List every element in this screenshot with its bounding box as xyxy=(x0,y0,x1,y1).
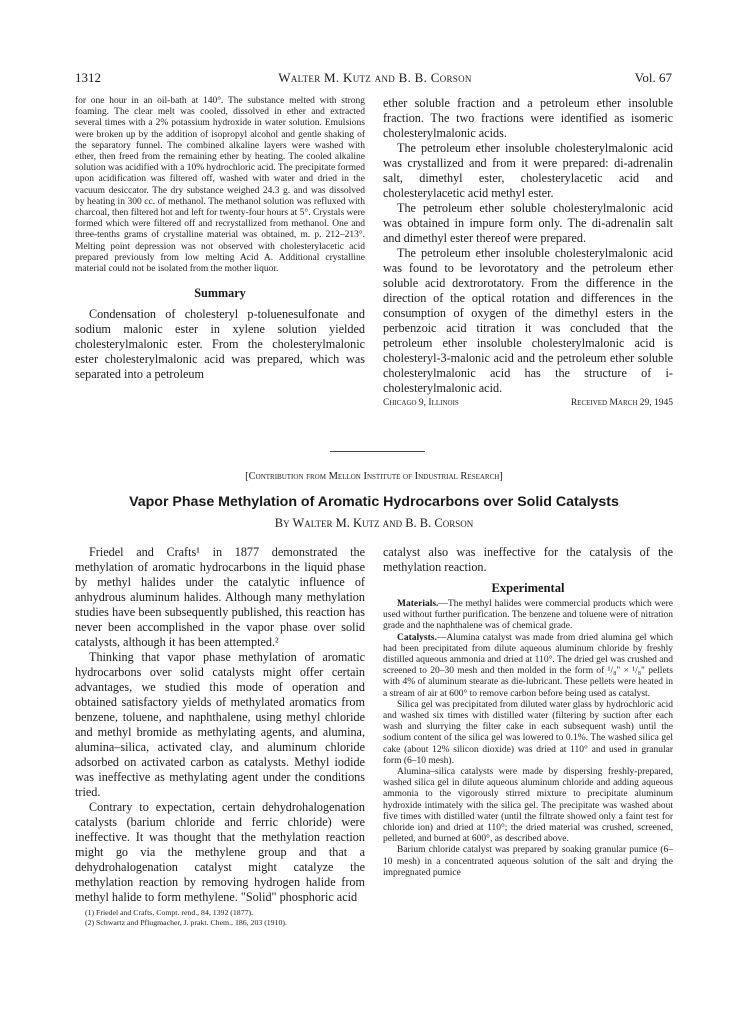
top-left-column xyxy=(75,96,365,382)
volume-label: Vol. 67 xyxy=(634,70,672,85)
article-title: Vapor Phase Methylation of Aromatic Hydrocarbons over Solid Catalysts xyxy=(129,494,619,510)
catalysts-label: Catalysts. xyxy=(397,632,437,643)
contribution-line: [Contribution from Mellon Institute of Industrial Research] xyxy=(245,471,503,482)
summary-text: Condensation of cholesteryl p-toluenesulfonate and sodium malonic ester in xylene solution yielded cholesterylmalonic ester. From the cholesterylmalonic ester cholesterylmalonic acid was prepared, which was separated into a petroleum xyxy=(75,307,365,382)
bottom-right-column xyxy=(383,545,673,879)
materials-paragraph xyxy=(383,599,673,633)
summary-paragraph-2: The petroleum ether insoluble cholesterylmalonic acid was crystallized and from it were prepared: di-adrenalin salt, dimethyl ester, cholesterylacetic acid and cholesterylacetic acid methyl ester. xyxy=(383,141,673,200)
summary-continuation: ether soluble fraction and a petroleum ether insoluble fraction. The two fractions were identified as isomeric cholesterylmalonic acids. xyxy=(383,96,673,140)
author-location: Chicago 9, Illinois xyxy=(383,398,459,408)
catalysts-paragraph xyxy=(383,633,673,700)
catalysts-text: —Alumina catalyst was made from dried alumina gel which had been precipitated from dilute aqueous aluminum chloride by freshly distilled aqueous ammonia and dried at 110°. The dried gel was crushed and screened to 20–30 mesh and then molded in the form of ¹/₈" × ¹/₈" pellets with 4% of aluminum stearate as die-lubricant. These pellets were heated in a stream of air at 600° to remove carbon before being used as catalyst. xyxy=(383,632,673,699)
footnote-2: (2) Schwartz and Pflugmacher, J. prakt. Chem., 186, 203 (1910). xyxy=(85,918,287,927)
summary-heading: Summary xyxy=(194,286,246,301)
page-number: 1312 xyxy=(75,70,101,85)
materials-label: Materials. xyxy=(397,599,439,609)
bottom-left-column xyxy=(75,545,365,928)
top-right-column xyxy=(383,96,673,408)
intro-paragraph-3: Contrary to expectation, certain dehydrohalogenation catalysts (barium chloride and ferric chloride) were ineffective. It was thought that the methylation reaction might go via the methylene group and that a dehydrohalogenation catalyst might catalyze the methylation reaction by removing hydrogen halide from methyl halide to form methylene. "Solid" phosphoric acid xyxy=(75,800,365,904)
summary-paragraph-3: The petroleum ether soluble cholesterylmalonic acid was obtained in impure form only. The di-adrenalin salt and dimethyl ester thereof were prepared. xyxy=(383,201,673,245)
silica-gel-paragraph: Silica gel was precipitated from diluted water glass by hydrochloric acid and washed six times with distilled water (filtering by suction after each wash and slurrying the filter cake in each subsequent wash) until the sodium content of the silica gel was lowered to 0.1%. The washed silica gel cake (about 12% silicon dioxide) was dried at 110° and used in granular form (6–10 mesh). xyxy=(383,699,673,766)
section-separator xyxy=(330,451,425,452)
experimental-heading: Experimental xyxy=(491,581,565,595)
alumina-silica-paragraph: Alumina–silica catalysts were made by dispersing freshly-prepared, washed silica gel in dilute aqueous aluminum chloride and adding aqueous ammonia to the vigorously stirred mixture to precipitate aluminum hydroxide intimately with the silica gel. The precipitate was washed about five times with distilled water (until the filtrate showed only a faint test for chloride ion) and dried at 110°; the dried material was crushed, screened, pelleted, and burned at 600°, as described above. xyxy=(383,767,673,845)
barium-chloride-paragraph: Barium chloride catalyst was prepared by soaking granular pumice (6–10 mesh) in a concentrated aqueous solution of the salt and drying the impregnated pumice xyxy=(383,845,673,878)
experimental-continuation: for one hour in an oil-bath at 140°. The substance melted with strong foaming. The clear melt was cooled, dissolved in ether and extracted several times with a 2% potassium hydroxide in water solution. Emulsions were broken up by the addition of isopropyl alcohol and gentle shaking of the separatory funnel. The combined alkaline layers were washed with ether, then freed from the remaining ether by heating. The cooled alkaline solution was acidified with a 10% hydrochloric acid. The precipitate formed upon acidification was filtered off, washed with water and dried in the vacuum desiccator. The dry substance weighed 24.3 g. and was dissolved by heating in 300 cc. of methanol. The methanol solution was refluxed with charcoal, then filtered hot and left for twenty-four hours at 5°. Crystals were formed which were filtered off and recrystallized from methanol. One and three-tenths grams of crystalline material was obtained, m. p. 212–213°. Melting point depression was not observed with cholesterylacetic acid prepared previously from low melting Acid A. Additional crystalline material could not be isolated from the mother liquor. xyxy=(75,96,365,275)
summary-paragraph-4: The petroleum ether insoluble cholesterylmalonic acid was found to be levorotatory and the petroleum ether soluble acid dextrorotatory. From the difference in the direction of the optical rotation and differences in the consumption of oxygen of the dimethyl esters in the perbenzoic acid titration it was concluded that the petroleum ether insoluble cholesterylmalonic acid is cholesteryl-3-malonic acid and the petroleum ether soluble cholesterylmalonic acid has the structure of i-cholesterylmalonic acid. xyxy=(383,246,673,395)
intro-paragraph-1: Friedel and Crafts¹ in 1877 demonstrated the methylation of aromatic hydrocarbons in the liquid phase by methyl halides under the catalytic influence of anhydrous aluminum halides. Although many methylation studies have been subsequently published, this reaction has never been accomplished in the vapor phase over solid catalysts, although it has been attempted.² xyxy=(75,545,365,649)
intro-paragraph-2: Thinking that vapor phase methylation of aromatic hydrocarbons over solid catalysts might offer certain advantages, we studied this mode of operation and obtained satisfactory yields of methylated aromatics from benzene, toluene, and naphthalene, using methyl chloride and methyl bromide as methylating agents, and alumina, alumina–silica, activated clay, and aluminum chloride adsorbed on activated carbon as catalysts. Methyl iodide was ineffective as methylating agent under the conditions tried. xyxy=(75,650,365,799)
received-line xyxy=(383,398,673,408)
received-date: Received March 29, 1945 xyxy=(570,398,673,408)
footnote-1: (1) Friedel and Crafts, Compt. rend., 84, 1392 (1877). xyxy=(85,908,254,917)
running-title: Walter M. Kutz and B. B. Corson xyxy=(278,70,472,85)
materials-text: —The methyl halides were commercial products which were used without further purification. The benzene and toluene were of nitration grade and the naphthalene was of chemical grade. xyxy=(383,599,673,632)
article-byline: By Walter M. Kutz and B. B. Corson xyxy=(274,516,474,530)
intro-continuation: catalyst also was ineffective for the catalysis of the methylation reaction. xyxy=(383,545,673,574)
